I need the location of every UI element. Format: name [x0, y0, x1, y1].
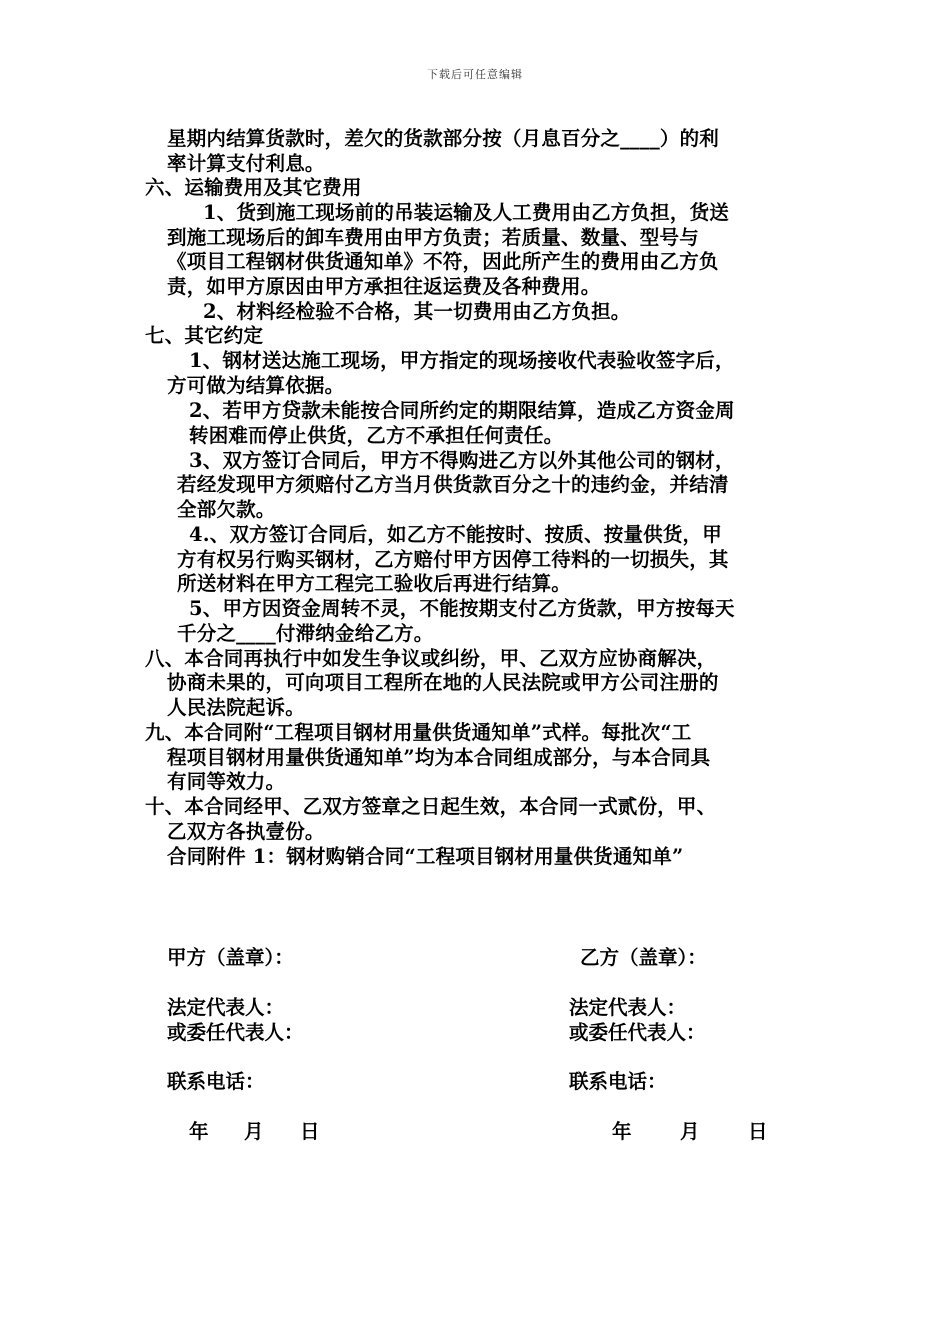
section-heading-effective: 十、本合同经甲、乙双方签章之日起生效，本合同一式贰份，甲、: [145, 795, 717, 818]
party-b-legal-rep-label: 法定代表人：: [569, 996, 687, 1019]
header-note: 下载后可任意编辑: [427, 68, 523, 81]
text-line: 率计算支付利息。: [167, 152, 325, 175]
text-line: 1、货到施工现场前的吊装运输及人工费用由乙方负担，货送: [203, 201, 729, 224]
text-line: 协商未果的，可向项目工程所在地的人民法院或甲方公司注册的: [167, 671, 719, 694]
text-line: 方可做为结算依据。: [167, 374, 345, 397]
text-line: 2、若甲方贷款未能按合同所约定的期限结算，造成乙方资金周: [189, 399, 735, 422]
party-b-phone-label: 联系电话：: [569, 1070, 667, 1093]
text-line: 千分之____付滞纳金给乙方。: [177, 622, 434, 645]
text-line: 乙双方各执壹份。: [167, 820, 325, 843]
party-a-year-label: 年: [189, 1120, 209, 1143]
party-b-day-label: 日: [748, 1120, 768, 1143]
section-heading-other: 七、其它约定: [145, 324, 264, 347]
party-b-month-label: 月: [680, 1120, 700, 1143]
party-b-agent-label: 或委任代表人：: [569, 1021, 706, 1044]
text-line: 1、钢材送达施工现场，甲方指定的现场接收代表验收签字后，: [189, 349, 735, 372]
party-b-seal-label: 乙方（盖章）：: [580, 946, 707, 969]
section-heading-dispute: 八、本合同再执行中如发生争议或纠纷，甲、乙双方应协商解决，: [145, 647, 717, 670]
text-line: 到施工现场后的卸车费用由甲方负责；若质量、数量、型号与: [167, 226, 699, 249]
text-line: 方有权另行购买钢材，乙方赔付甲方因停工待料的一切损失，其: [177, 548, 729, 571]
text-line: 所送材料在甲方工程完工验收后再进行结算。: [177, 572, 572, 595]
text-line: 2、材料经检验不合格，其一切费用由乙方负担。: [203, 300, 631, 323]
party-a-agent-label: 或委任代表人：: [167, 1021, 304, 1044]
text-line: 全部欠款。: [177, 498, 276, 521]
text-line: 有同等效力。: [167, 770, 286, 793]
text-line: 转困难而停止供货，乙方不承担任何责任。: [189, 424, 564, 447]
text-line: 人民法院起诉。: [167, 696, 305, 719]
party-a-month-label: 月: [244, 1120, 264, 1143]
party-a-seal-label: 甲方（盖章）：: [167, 946, 294, 969]
party-b-year-label: 年: [612, 1120, 632, 1143]
section-heading-transport: 六、运输费用及其它费用: [145, 176, 362, 199]
text-line: 4.、双方签订合同后，如乙方不能按时、按质、按量供货，甲: [189, 523, 722, 546]
text-line: 若经发现甲方须赔付乙方当月供货款百分之十的违约金，并结清: [177, 473, 729, 496]
text-line: 5、甲方因资金周转不灵，不能按期支付乙方货款，甲方按每天: [189, 597, 735, 620]
party-a-legal-rep-label: 法定代表人：: [167, 996, 285, 1019]
section-heading-attachment: 九、本合同附“工程项目钢材用量供货通知单”式样。每批次“工: [145, 721, 692, 744]
text-line: 星期内结算货款时，差欠的货款部分按（月息百分之____）的利: [167, 127, 720, 150]
party-a-day-label: 日: [300, 1120, 320, 1143]
text-line: 《项目工程钢材供货通知单》不符，因此所产生的费用由乙方负: [167, 250, 719, 273]
text-line: 程项目钢材用量供货通知单”均为本合同组成部分，与本合同具: [167, 746, 711, 769]
attachment-note: 合同附件 1：钢材购销合同“工程项目钢材用量供货通知单”: [167, 845, 684, 868]
text-line: 责，如甲方原因由甲方承担往返运费及各种费用。: [167, 275, 601, 298]
party-a-phone-label: 联系电话：: [167, 1070, 265, 1093]
text-line: 3、双方签订合同后，甲方不得购进乙方以外其他公司的钢材，: [189, 449, 735, 472]
